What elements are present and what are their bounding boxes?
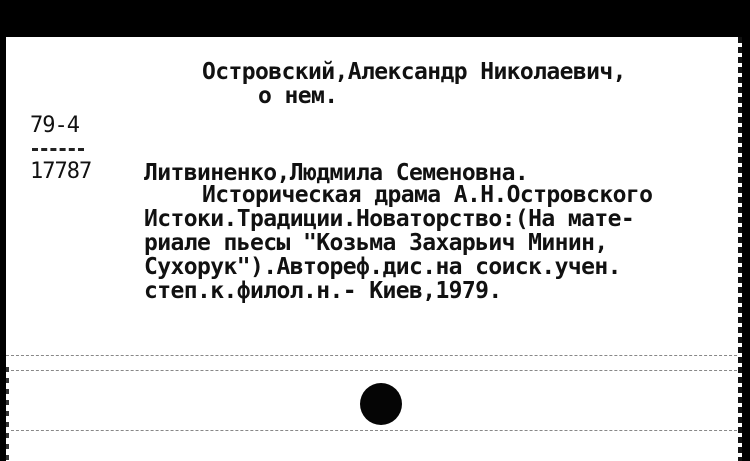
card-edge-left <box>6 367 9 461</box>
ruled-line <box>6 370 742 371</box>
body-line: Истоки.Традиции.Новаторство:(На мате- <box>144 206 635 232</box>
ruled-line <box>6 430 742 431</box>
punch-hole <box>360 383 402 425</box>
body-line: Историческая драма А.Н.Островского <box>202 182 653 208</box>
heading-line-2: о нем. <box>258 83 338 109</box>
ruled-line <box>6 355 742 356</box>
call-number-rule <box>32 148 84 151</box>
body-line: степ.к.филол.н.- Киев,1979. <box>144 278 502 304</box>
card-edge-right <box>738 37 742 461</box>
author-line: Литвиненко,Людмила Семеновна. <box>144 160 529 186</box>
call-number-bottom: 17787 <box>30 159 92 184</box>
body-line: Сухорук").Автореф.дис.на соиск.учен. <box>144 254 621 280</box>
catalog-card <box>6 37 742 461</box>
heading-line-1: Островский,Александр Николаевич, <box>202 59 626 85</box>
body-line: риале пьесы "Козьма Захарьич Минин, <box>144 230 608 256</box>
call-number-top: 79-4 <box>30 113 79 138</box>
